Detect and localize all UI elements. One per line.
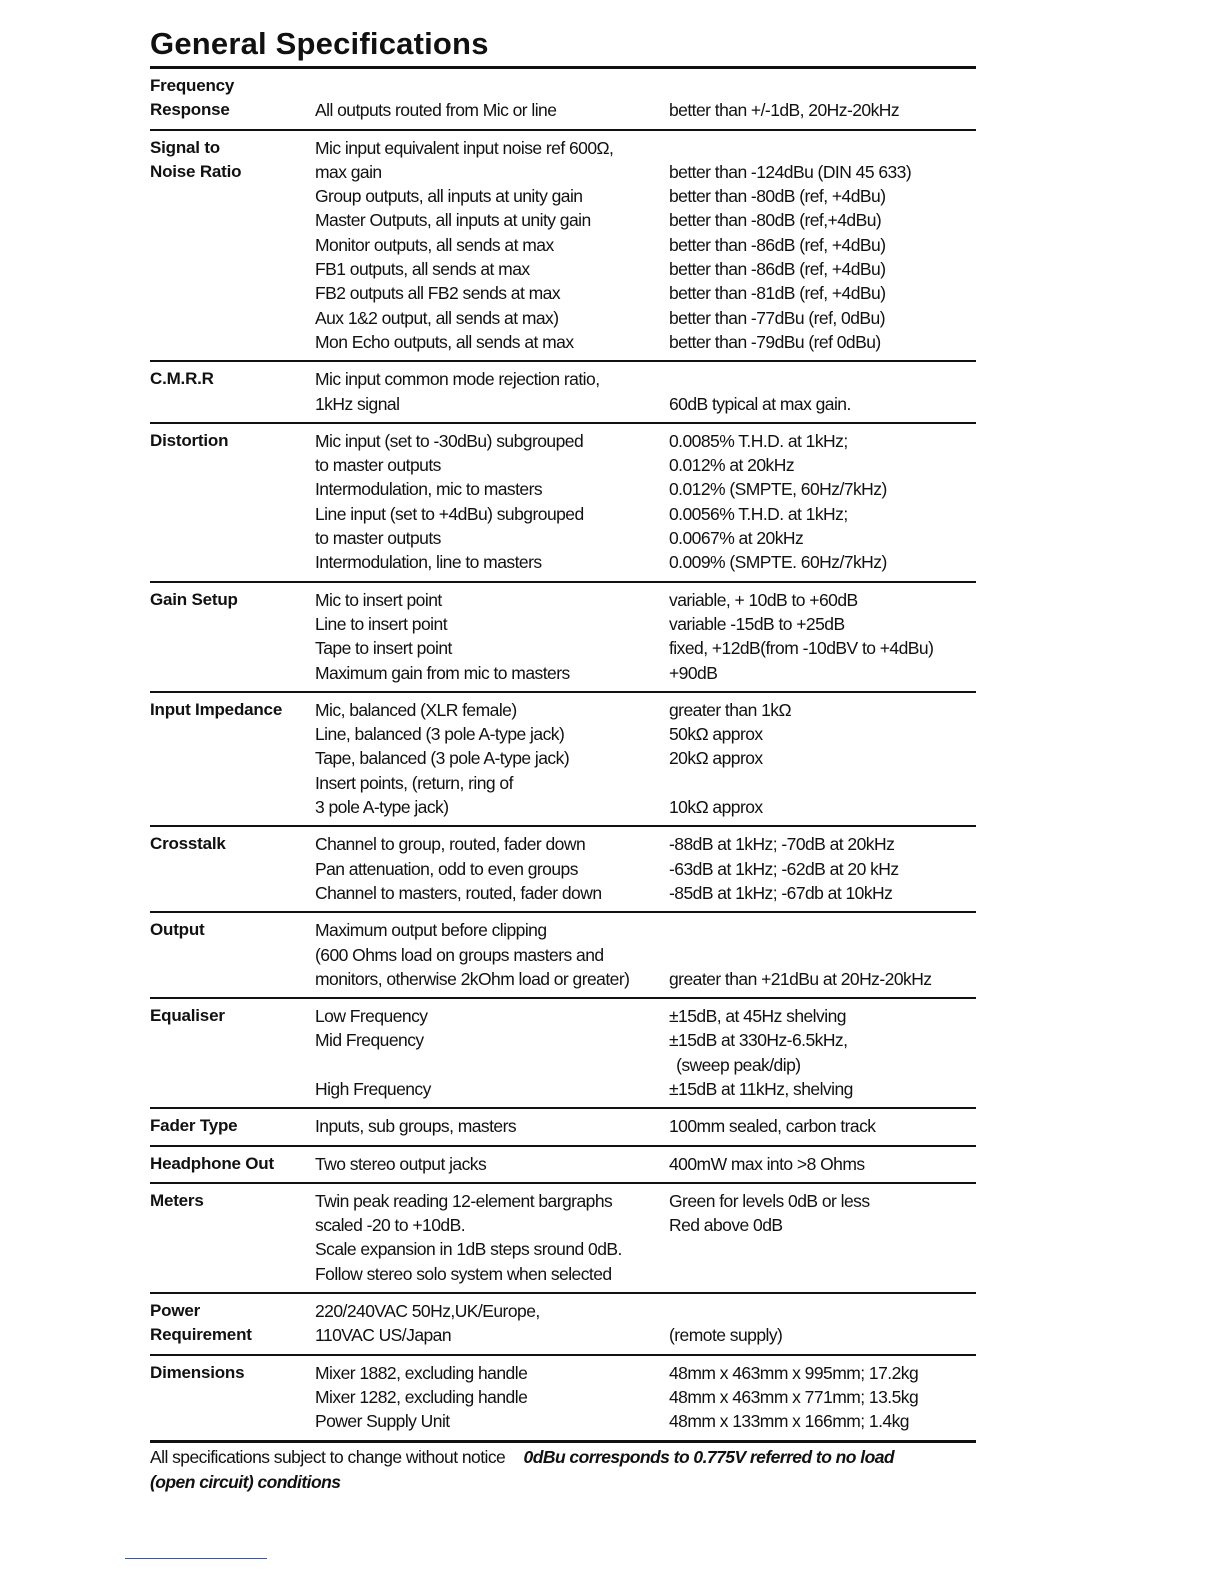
spec-row	[150, 1028, 976, 1052]
spec-section	[150, 1109, 976, 1146]
spec-row	[150, 771, 976, 795]
spec-label	[150, 502, 315, 526]
spec-label	[150, 1409, 315, 1433]
spec-row	[150, 1237, 976, 1261]
spec-description: Group outputs, all inputs at unity gain	[315, 186, 583, 207]
spec-label	[150, 1262, 315, 1286]
spec-section	[150, 693, 976, 827]
spec-label: Meters	[150, 1190, 204, 1210]
spec-value: better than -81dB (ref, +4dBu)	[669, 283, 886, 304]
spec-description: Low Frequency	[315, 1006, 428, 1027]
spec-row	[150, 612, 976, 636]
spec-value: greater than 1kΩ	[669, 699, 791, 720]
spec-label	[150, 477, 315, 501]
spec-value: 48mm x 463mm x 771mm; 13.5kg	[669, 1386, 919, 1407]
spec-label	[150, 661, 315, 685]
spec-label: Input Impedance	[150, 699, 283, 719]
spec-value: better than -80dB (ref,+4dBu)	[669, 210, 882, 231]
spec-row	[150, 1053, 976, 1077]
spec-label	[150, 881, 315, 905]
spec-label	[150, 1077, 315, 1101]
spec-value	[669, 136, 976, 160]
spec-description: Insert points, (return, ring of	[315, 772, 513, 793]
spec-label	[150, 967, 315, 991]
spec-value: Green for levels 0dB or less	[669, 1190, 870, 1211]
spec-label: Crosstalk	[150, 834, 226, 854]
spec-row	[150, 429, 976, 453]
footer-note-reference: 0dBu corresponds to 0.775V referred to no load	[523, 1446, 895, 1467]
spec-description: Mic input (set to -30dBu) subgrouped	[315, 430, 584, 451]
spec-row	[150, 918, 976, 942]
spec-description: Master Outputs, all inputs at unity gain	[315, 210, 591, 231]
spec-label	[150, 453, 315, 477]
spec-section	[150, 999, 976, 1109]
spec-value: variable, + 10dB to +60dB	[669, 589, 858, 610]
spec-value: 0.0056% T.H.D. at 1kHz;	[669, 503, 848, 524]
spec-row	[150, 526, 976, 550]
spec-row	[150, 857, 976, 881]
page-bottom-rule	[125, 1558, 267, 1559]
spec-description: 110VAC US/Japan	[315, 1325, 452, 1346]
footer-note-disclaimer: All specifications subject to change without notice	[150, 1446, 506, 1467]
spec-row	[150, 281, 976, 305]
spec-row	[150, 967, 976, 991]
spec-value: 48mm x 133mm x 166mm; 1.4kg	[669, 1411, 909, 1432]
spec-label	[150, 306, 315, 330]
spec-description: Maximum gain from mic to masters	[315, 662, 570, 683]
spec-row	[150, 453, 976, 477]
spec-row	[150, 184, 976, 208]
spec-row	[150, 1152, 976, 1176]
spec-label	[150, 857, 315, 881]
spec-label: Frequency	[150, 76, 235, 95]
spec-description: 1kHz signal	[315, 393, 400, 414]
spec-value	[669, 1299, 976, 1323]
spec-description: Mixer 1282, excluding handle	[315, 1386, 528, 1407]
spec-section	[150, 362, 976, 424]
spec-label	[150, 943, 315, 967]
spec-value	[669, 367, 976, 391]
spec-value: better than -77dBu (ref, 0dBu)	[669, 307, 885, 328]
spec-row	[150, 306, 976, 330]
spec-label	[150, 257, 315, 281]
spec-row	[150, 98, 976, 122]
spec-section	[150, 69, 976, 131]
spec-value: -63dB at 1kHz; -62dB at 20 kHz	[669, 858, 899, 879]
spec-value: 48mm x 463mm x 995mm; 17.2kg	[669, 1362, 919, 1383]
spec-label	[150, 330, 315, 354]
spec-value: better than -86dB (ref, +4dBu)	[669, 259, 886, 280]
spec-description: Channel to group, routed, fader down	[315, 834, 586, 855]
spec-label	[150, 526, 315, 550]
spec-value	[669, 1262, 976, 1286]
spec-row	[150, 746, 976, 770]
spec-row	[150, 208, 976, 232]
spec-value: ±15dB at 11kHz, shelving	[669, 1078, 853, 1099]
spec-value: +90dB	[669, 662, 718, 683]
spec-value	[669, 918, 976, 942]
spec-row	[150, 832, 976, 856]
spec-value: -85dB at 1kHz; -67db at 10kHz	[669, 882, 893, 903]
spec-label	[150, 1028, 315, 1052]
spec-value: 0.009% (SMPTE. 60Hz/7kHz)	[669, 552, 887, 573]
spec-value: (remote supply)	[669, 1325, 783, 1346]
spec-description: scaled -20 to +10dB.	[315, 1215, 466, 1236]
spec-description	[311, 1053, 657, 1077]
spec-label	[150, 550, 315, 574]
spec-label	[150, 1385, 315, 1409]
spec-description: Maximum output before clipping	[315, 920, 547, 941]
spec-label	[150, 233, 315, 257]
spec-value: 0.012% at 20kHz	[669, 455, 795, 476]
spec-section	[150, 424, 976, 583]
spec-description: Power Supply Unit	[315, 1411, 450, 1432]
spec-label	[150, 281, 315, 305]
spec-description: High Frequency	[315, 1078, 431, 1099]
spec-row	[150, 477, 976, 501]
footer-note-continuation: (open circuit) conditions	[150, 1471, 341, 1492]
spec-description: max gain	[315, 161, 382, 182]
spec-value	[669, 771, 976, 795]
spec-row	[150, 1361, 976, 1385]
spec-description: Line to insert point	[315, 613, 448, 634]
spec-row	[150, 636, 976, 660]
spec-description: Tape to insert point	[315, 638, 452, 659]
spec-row	[150, 881, 976, 905]
spec-section	[150, 1356, 976, 1443]
spec-row	[150, 1077, 976, 1101]
spec-description: monitors, otherwise 2kOhm load or greater)	[315, 968, 630, 989]
spec-row	[150, 1262, 976, 1286]
spec-row	[150, 160, 976, 184]
spec-label: Signal to	[150, 137, 220, 157]
spec-value: greater than +21dBu at 20Hz-20kHz	[669, 968, 932, 989]
spec-row	[150, 698, 976, 722]
spec-label: Gain Setup	[150, 589, 238, 609]
spec-value: variable -15dB to +25dB	[669, 613, 845, 634]
spec-row	[150, 1114, 976, 1138]
spec-description: to master outputs	[315, 455, 441, 476]
spec-description: Mic input equivalent input noise ref 600Ω,	[315, 137, 614, 158]
spec-value	[669, 74, 976, 98]
spec-label	[150, 636, 315, 660]
spec-row	[150, 1189, 976, 1213]
spec-value: better than +/-1dB, 20Hz-20kHz	[669, 100, 900, 121]
spec-description: Channel to masters, routed, fader down	[315, 882, 602, 903]
spec-label: Power	[150, 1301, 201, 1321]
spec-description: Inputs, sub groups, masters	[315, 1116, 517, 1137]
spec-row	[150, 1004, 976, 1028]
spec-label: Equaliser	[150, 1006, 225, 1026]
spec-label: Output	[150, 920, 205, 940]
spec-value: 100mm sealed, carbon track	[669, 1116, 876, 1137]
spec-label: Response	[150, 100, 230, 120]
spec-description	[315, 74, 669, 98]
spec-description: Mic input common mode rejection ratio,	[315, 369, 600, 390]
spec-value: -88dB at 1kHz; -70dB at 20kHz	[669, 834, 895, 855]
spec-label: Headphone Out	[150, 1153, 274, 1173]
spec-value: Red above 0dB	[669, 1215, 783, 1236]
spec-description: 3 pole A-type jack)	[315, 797, 449, 818]
spec-row	[150, 795, 976, 819]
spec-description: Mic, balanced (XLR female)	[315, 699, 517, 720]
spec-description: Scale expansion in 1dB steps sround 0dB.	[315, 1239, 622, 1260]
spec-value: better than -86dB (ref, +4dBu)	[669, 234, 886, 255]
spec-value: fixed, +12dB(from -10dBV to +4dBu)	[669, 638, 934, 659]
spec-label: C.M.R.R	[150, 369, 214, 389]
spec-section	[150, 1294, 976, 1356]
spec-row	[150, 367, 976, 391]
spec-description: Line, balanced (3 pole A-type jack)	[315, 724, 565, 745]
spec-row	[150, 1323, 976, 1347]
spec-value: better than -79dBu (ref 0dBu)	[669, 331, 881, 352]
spec-description: Intermodulation, line to masters	[315, 552, 542, 573]
spec-value: 10kΩ approx	[669, 797, 763, 818]
spec-description: Mic to insert point	[315, 589, 442, 610]
spec-description: FB2 outputs all FB2 sends at max	[315, 283, 561, 304]
spec-description: Pan attenuation, odd to even groups	[315, 858, 578, 879]
spec-label: Dimensions	[150, 1362, 245, 1382]
spec-label	[150, 795, 315, 819]
spec-table	[150, 69, 976, 1443]
spec-row	[150, 722, 976, 746]
spec-value: better than -80dB (ref, +4dBu)	[669, 186, 886, 207]
spec-value: 50kΩ approx	[669, 724, 763, 745]
spec-label: Requirement	[150, 1325, 252, 1345]
spec-value: better than -124dBu (DIN 45 633)	[669, 161, 912, 182]
spec-description: Tape, balanced (3 pole A-type jack)	[315, 748, 570, 769]
spec-row	[150, 233, 976, 257]
spec-value: 20kΩ approx	[669, 748, 763, 769]
spec-label	[150, 746, 315, 770]
spec-row	[150, 257, 976, 281]
spec-description: (600 Ohms load on groups masters and	[315, 944, 604, 965]
spec-value: 0.012% (SMPTE, 60Hz/7kHz)	[669, 479, 887, 500]
spec-value: (sweep peak/dip)	[676, 1054, 801, 1075]
spec-row	[150, 550, 976, 574]
spec-row	[150, 74, 976, 98]
spec-description: Two stereo output jacks	[315, 1153, 487, 1174]
spec-description: Twin peak reading 12-element bargraphs	[315, 1190, 613, 1211]
spec-value: 0.0085% T.H.D. at 1kHz;	[669, 430, 848, 451]
spec-value	[669, 1237, 976, 1261]
spec-value: ±15dB, at 45Hz shelving	[669, 1006, 846, 1027]
spec-label	[150, 1053, 311, 1077]
spec-value: 400mW max into >8 Ohms	[669, 1153, 865, 1174]
spec-description: Mid Frequency	[315, 1030, 424, 1051]
spec-section	[150, 827, 976, 913]
spec-row	[150, 1385, 976, 1409]
spec-description: Mon Echo outputs, all sends at max	[315, 331, 574, 352]
spec-description: to master outputs	[315, 528, 441, 549]
spec-value: 60dB typical at max gain.	[669, 393, 851, 414]
spec-label	[150, 612, 315, 636]
spec-row	[150, 502, 976, 526]
spec-description: Intermodulation, mic to masters	[315, 479, 543, 500]
spec-section	[150, 131, 976, 363]
spec-section	[150, 1184, 976, 1294]
spec-label: Fader Type	[150, 1116, 238, 1136]
spec-label	[150, 722, 315, 746]
spec-description: Follow stereo solo system when selected	[315, 1263, 612, 1284]
spec-row	[150, 588, 976, 612]
spec-section	[150, 913, 976, 999]
spec-description: Monitor outputs, all sends at max	[315, 234, 554, 255]
spec-row	[150, 1409, 976, 1433]
spec-label	[150, 392, 315, 416]
footer-notes	[150, 1445, 976, 1495]
spec-document	[150, 22, 976, 1495]
spec-value: ±15dB at 330Hz-6.5kHz,	[669, 1030, 848, 1051]
page-title: General Specifications	[150, 26, 489, 61]
spec-value	[669, 943, 976, 967]
spec-section	[150, 1147, 976, 1184]
spec-row	[150, 330, 976, 354]
spec-label: Distortion	[150, 430, 229, 450]
spec-row	[150, 661, 976, 685]
spec-label: Noise Ratio	[150, 161, 242, 181]
spec-row	[150, 943, 976, 967]
spec-label	[150, 184, 315, 208]
spec-description: All outputs routed from Mic or line	[315, 100, 557, 121]
spec-description: Mixer 1882, excluding handle	[315, 1362, 528, 1383]
spec-description: Aux 1&2 output, all sends at max)	[315, 307, 559, 328]
spec-row	[150, 392, 976, 416]
spec-row	[150, 136, 976, 160]
spec-description: 220/240VAC 50Hz,UK/Europe,	[315, 1301, 540, 1322]
spec-label	[150, 1213, 315, 1237]
spec-description: Line input (set to +4dBu) subgrouped	[315, 503, 584, 524]
spec-description: FB1 outputs, all sends at max	[315, 259, 530, 280]
spec-label	[150, 1237, 315, 1261]
spec-value: 0.0067% at 20kHz	[669, 528, 804, 549]
spec-section	[150, 583, 976, 693]
spec-label	[150, 771, 315, 795]
spec-row	[150, 1299, 976, 1323]
spec-row	[150, 1213, 976, 1237]
spec-label	[150, 208, 315, 232]
